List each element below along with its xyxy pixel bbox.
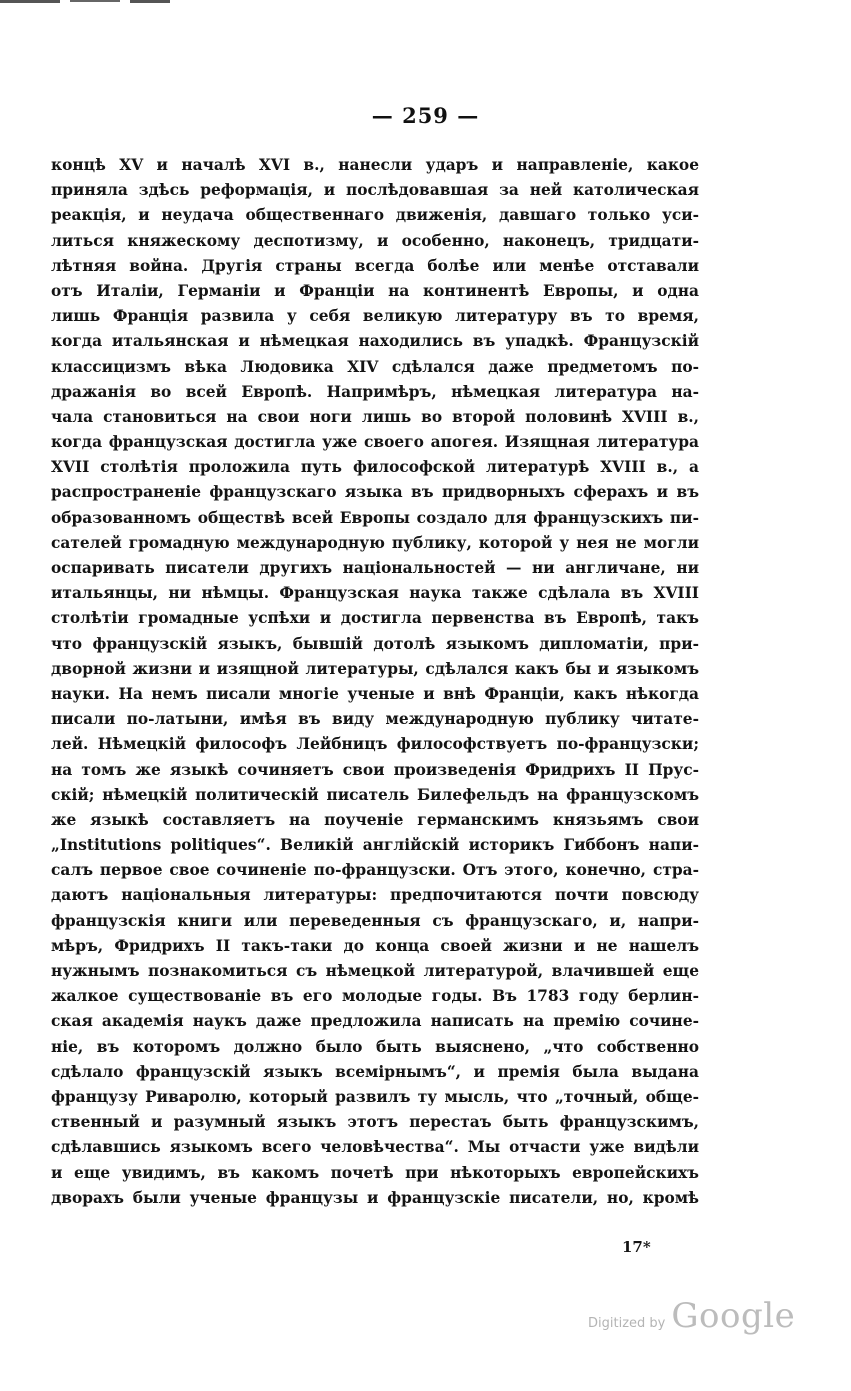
text-line: лей. Нѣмецкій философъ Лейбницъ философствуетъ по-французски; xyxy=(51,735,699,754)
text-line: сателей громадную международную публику, которой у нея не могли xyxy=(51,533,699,552)
google-logo: Google xyxy=(671,1296,796,1336)
page-number: — 259 — xyxy=(371,103,480,128)
text-line: дворной жизни и изящной литературы, сдѣлался какъ бы и языкомъ xyxy=(51,659,699,678)
text-line: оспаривать писатели другихъ національностей — ни англичане, ни xyxy=(51,559,699,577)
watermark-prefix: Digitized by xyxy=(588,1316,666,1331)
text-line: распространеніе французскаго языка въ придворныхъ сферахъ и въ xyxy=(51,483,699,502)
text-line: французскія книги или переведенныя съ французскаго, и, напри- xyxy=(51,911,699,930)
text-line: образованномъ обществѣ всей Европы создало для французскихъ пи- xyxy=(51,508,699,527)
text-line: мѣръ, Фридрихъ II такъ-таки до конца своей жизни и не нашелъ xyxy=(51,936,699,955)
text-line: приняла здѣсь реформація, и послѣдовавшая за ней католическая xyxy=(51,181,699,200)
text-line: ніе, въ которомъ должно было быть выяснено, „что собственно xyxy=(51,1037,699,1056)
text-line: дражанія во всей Европѣ. Напримѣръ, нѣмецкая литература на- xyxy=(51,382,699,401)
text-line: сдѣлало французскій языкъ всемірнымъ“, и премія была выдана xyxy=(51,1062,699,1081)
text-line: концѣ XV и началѣ XVI в., нанесли ударъ и направленіе, какое xyxy=(51,156,699,174)
text-line: столѣтіи громадные успѣхи и достигла первенства въ Европѣ, такъ xyxy=(51,609,699,628)
text-line: скій; нѣмецкій политическій писатель Билефельдъ на французскомъ xyxy=(51,785,699,804)
text-line: дворахъ были ученые французы и французскіе писатели, но, кромѣ xyxy=(51,1188,699,1207)
text-line: ская академія наукъ даже предложила написать на премію сочине- xyxy=(51,1012,699,1031)
text-line: французу Риваролю, который развилъ ту мысль, что „точный, обще- xyxy=(51,1087,699,1106)
signature-mark: 17* xyxy=(622,1238,651,1256)
text-line: лишь Франція развила у себя великую литературу въ то время, xyxy=(51,307,699,326)
text-line: отъ Италіи, Германіи и Франціи на континентѣ Европы, и одна xyxy=(51,281,699,300)
text-line: на томъ же языкѣ сочиняетъ свои произведенія Фридрихъ II Прус- xyxy=(51,760,699,779)
text-line: ственный и разумный языкъ этотъ перестаъ быть французскимъ, xyxy=(51,1113,699,1132)
text-line: жалкое существованіе въ его молодые годы. Въ 1783 году берлин- xyxy=(51,987,699,1006)
text-line: что французскій языкъ, бывшій дотолѣ языкомъ дипломатіи, при- xyxy=(51,634,699,653)
text-line: лѣтняя война. Другія страны всегда болѣе или менѣе отставали xyxy=(51,256,699,275)
text-line: и еще увидимъ, въ какомъ почетѣ при нѣкоторыхъ европейскихъ xyxy=(51,1163,699,1182)
text-line: когда итальянская и нѣмецкая находились въ упадкѣ. Французскій xyxy=(51,332,699,351)
text-line: даютъ національныя литературы: предпочитаются почти повсюду xyxy=(51,886,699,905)
text-line: салъ первое свое сочиненіе по-французски. Отъ этого, конечно, стра- xyxy=(51,861,699,880)
text-line: XVII столѣтія проложила путь философской литературѣ XVIII в., а xyxy=(51,458,699,477)
text-line: реакція, и неудача общественнаго движенія, давшаго только уси- xyxy=(51,206,699,225)
text-line: итальянцы, ни нѣмцы. Французская наука также сдѣлала въ XVIII xyxy=(51,584,699,603)
text-line: нужнымъ познакомиться съ нѣмецкой литературой, влачившей еще xyxy=(51,962,699,980)
text-line: классицизмъ вѣка Людовика XIV сдѣлался даже предметомъ по- xyxy=(51,357,699,376)
text-line: же языкѣ составляетъ на поученіе германскимъ князьямъ свои xyxy=(51,810,699,829)
text-line: литься княжескому деспотизму, и особенно, наконецъ, тридцати- xyxy=(51,231,699,250)
text-line: сдѣлавшись языкомъ всего человѣчества“. Мы отчасти уже видѣли xyxy=(51,1138,699,1157)
text-line: когда французская достигла уже своего апогея. Изящная литература xyxy=(51,433,699,452)
digitized-by-google-watermark xyxy=(588,1296,795,1336)
text-line: науки. На немъ писали многіе ученые и внѣ Франціи, какъ нѣкогда xyxy=(51,684,699,703)
text-line: писали по-латыни, имѣя въ виду международную публику читате- xyxy=(51,710,699,729)
body-text xyxy=(51,153,699,1211)
scan-edge-mark xyxy=(0,0,180,6)
text-line: чала становиться на свои ноги лишь во второй половинѣ XVIII в., xyxy=(51,407,699,426)
text-line: „Institutions politiques“. Великій англійскій историкъ Гиббонъ напи- xyxy=(51,836,699,855)
